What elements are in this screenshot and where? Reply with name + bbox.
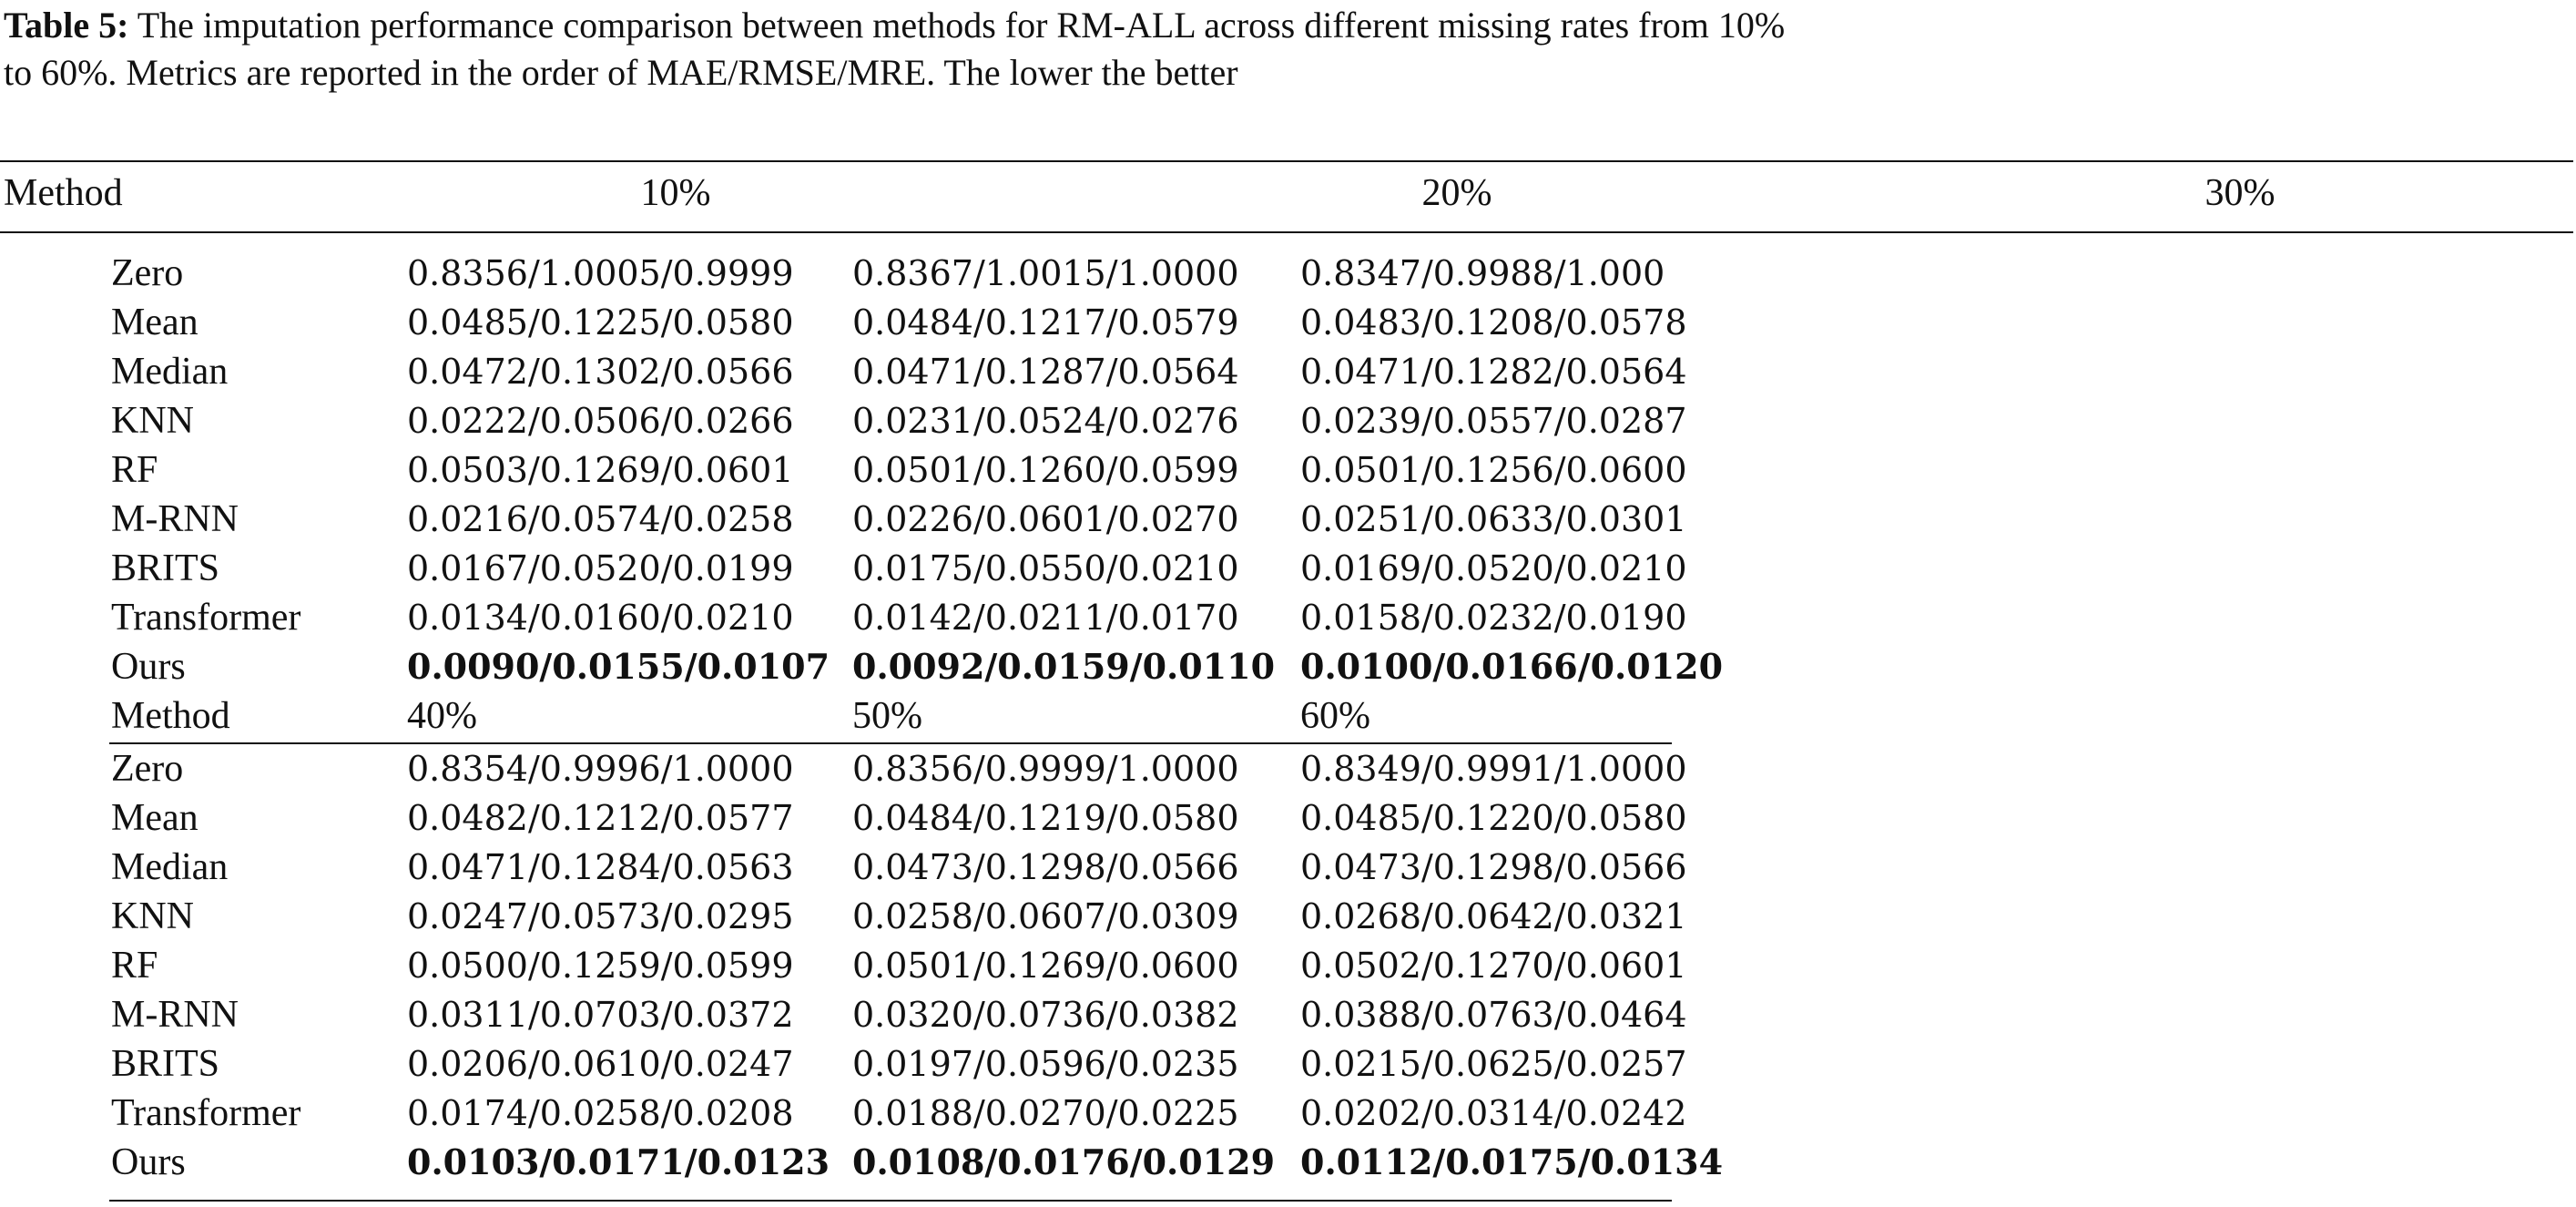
metric-cell: 0.0134/0.0160/0.0210: [407, 598, 794, 638]
metric-cell: 0.8349/0.9991/1.0000: [1300, 749, 1687, 789]
metric-cell: 0.0167/0.0520/0.0199: [407, 548, 794, 588]
method-name: Zero: [111, 748, 184, 790]
method-name: BRITS: [111, 1043, 220, 1085]
metric-cell: 0.0216/0.0574/0.0258: [407, 499, 794, 539]
metric-cell: 0.0484/0.1217/0.0579: [852, 302, 1239, 343]
metric-cell: 0.0502/0.1270/0.0601: [1300, 946, 1687, 986]
header-rule: [0, 231, 2573, 233]
bottom-rule: [109, 1200, 1672, 1202]
metric-cell: 0.0268/0.0642/0.0321: [1300, 896, 1687, 936]
top-rule: [0, 160, 2573, 162]
metric-cell: 0.8354/0.9996/1.0000: [407, 749, 794, 789]
method-name: Ours: [111, 1141, 186, 1183]
method-name: BRITS: [111, 547, 220, 589]
metric-cell: 0.0472/0.1302/0.0566: [407, 352, 794, 392]
caption-text: The imputation performance comparison between methods for RM-ALL across different missing rates from 10% to 60%. Metrics are reported in the order of MAE/RMSE/MRE. The lower the better: [4, 5, 1786, 93]
method-name: RF: [111, 449, 158, 491]
metric-cell: 0.0108/0.0176/0.0129: [852, 1141, 1276, 1182]
method-name: Transformer: [111, 1092, 301, 1134]
metric-cell: 0.8356/1.0005/0.9999: [407, 253, 794, 293]
header-rate-10: 10%: [640, 172, 711, 214]
metric-cell: 0.0231/0.0524/0.0276: [852, 401, 1239, 441]
metric-cell: 0.0485/0.1220/0.0580: [1300, 798, 1687, 838]
metric-cell: 0.0471/0.1284/0.0563: [407, 847, 794, 887]
metric-cell: 0.0484/0.1219/0.0580: [852, 798, 1239, 838]
metric-cell: 0.0142/0.0211/0.0170: [852, 598, 1239, 638]
method-name: Ours: [111, 646, 186, 688]
method-name: Median: [111, 846, 229, 888]
metric-cell: 0.0258/0.0607/0.0309: [852, 896, 1239, 936]
metric-cell: 0.0169/0.0520/0.0210: [1300, 548, 1687, 588]
metric-cell: 0.0188/0.0270/0.0225: [852, 1093, 1239, 1133]
metric-cell: 0.0483/0.1208/0.0578: [1300, 302, 1687, 343]
metric-cell: 0.0388/0.0763/0.0464: [1300, 995, 1687, 1035]
metric-cell: 0.8356/0.9999/1.0000: [852, 749, 1239, 789]
metric-cell: 0.0103/0.0171/0.0123: [407, 1141, 830, 1182]
metric-cell: 0.0471/0.1287/0.0564: [852, 352, 1239, 392]
section2-header-rate-50: 50%: [852, 695, 922, 737]
metric-cell: 0.8367/1.0015/1.0000: [852, 253, 1239, 293]
metric-cell: 0.0239/0.0557/0.0287: [1300, 401, 1687, 441]
metric-cell: 0.0112/0.0175/0.0134: [1300, 1141, 1724, 1182]
method-name: M-RNN: [111, 994, 239, 1036]
metric-cell: 0.0501/0.1269/0.0600: [852, 946, 1239, 986]
caption-label: Table 5:: [4, 5, 129, 46]
metric-cell: 0.0473/0.1298/0.0566: [852, 847, 1239, 887]
method-name: Transformer: [111, 597, 301, 639]
metric-cell: 0.0501/0.1260/0.0599: [852, 450, 1239, 490]
method-name: Median: [111, 351, 229, 393]
metric-cell: 0.0247/0.0573/0.0295: [407, 896, 794, 936]
metric-cell: 0.0503/0.1269/0.0601: [407, 450, 794, 490]
table-caption: [4, 2, 1788, 97]
method-name: KNN: [111, 895, 194, 937]
method-name: Mean: [111, 302, 199, 343]
metric-cell: 0.0471/0.1282/0.0564: [1300, 352, 1687, 392]
metric-cell: 0.0174/0.0258/0.0208: [407, 1093, 794, 1133]
metric-cell: 0.0206/0.0610/0.0247: [407, 1044, 794, 1084]
metric-cell: 0.0158/0.0232/0.0190: [1300, 598, 1687, 638]
header-method: Method: [4, 172, 123, 214]
section2-header-rate-60: 60%: [1300, 695, 1370, 737]
metric-cell: 0.0311/0.0703/0.0372: [407, 995, 794, 1035]
metric-cell: 0.0251/0.0633/0.0301: [1300, 499, 1687, 539]
header-rate-30: 30%: [2204, 172, 2276, 214]
metric-cell: 0.0175/0.0550/0.0210: [852, 548, 1239, 588]
method-name: Mean: [111, 797, 199, 839]
section2-header-rate-40: 40%: [407, 695, 477, 737]
header-rate-20: 20%: [1421, 172, 1492, 214]
metric-cell: 0.0482/0.1212/0.0577: [407, 798, 794, 838]
metric-cell: 0.0501/0.1256/0.0600: [1300, 450, 1687, 490]
method-name: RF: [111, 945, 158, 987]
metric-cell: 0.0197/0.0596/0.0235: [852, 1044, 1239, 1084]
metric-cell: 0.0090/0.0155/0.0107: [407, 646, 830, 687]
method-name: Zero: [111, 252, 184, 294]
metric-cell: 0.0092/0.0159/0.0110: [852, 646, 1276, 687]
method-name: KNN: [111, 400, 194, 442]
section2-header-method: Method: [111, 695, 230, 737]
metric-cell: 0.0222/0.0506/0.0266: [407, 401, 794, 441]
metric-cell: 0.8347/0.9988/1.000: [1300, 253, 1665, 293]
metric-cell: 0.0320/0.0736/0.0382: [852, 995, 1239, 1035]
metric-cell: 0.0226/0.0601/0.0270: [852, 499, 1239, 539]
metric-cell: 0.0100/0.0166/0.0120: [1300, 646, 1724, 687]
metric-cell: 0.0500/0.1259/0.0599: [407, 946, 794, 986]
metric-cell: 0.0202/0.0314/0.0242: [1300, 1093, 1687, 1133]
metric-cell: 0.0485/0.1225/0.0580: [407, 302, 794, 343]
metric-cell: 0.0215/0.0625/0.0257: [1300, 1044, 1687, 1084]
method-name: M-RNN: [111, 498, 239, 540]
metric-cell: 0.0473/0.1298/0.0566: [1300, 847, 1687, 887]
